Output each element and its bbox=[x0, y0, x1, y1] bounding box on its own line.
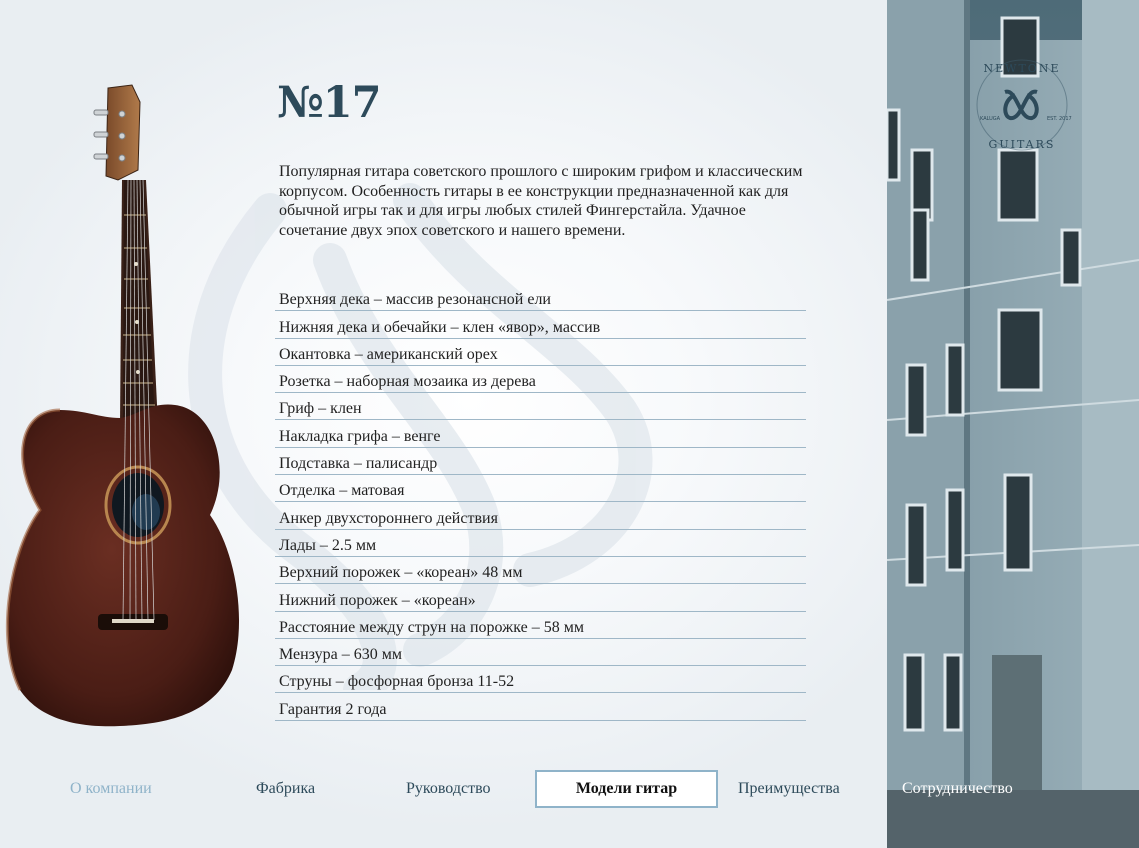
spec-list bbox=[275, 284, 806, 721]
logo-est: EST. 2017 bbox=[1047, 116, 1072, 122]
nav-item-factory[interactable]: Фабрика bbox=[256, 780, 316, 797]
nav-item-management[interactable]: Руководство bbox=[406, 780, 491, 797]
spec-item: Лады – 2.5 мм bbox=[275, 530, 806, 557]
spec-item: Отделка – матовая bbox=[275, 475, 806, 502]
spec-item: Верхняя дека – массив резонансной ели bbox=[275, 284, 806, 311]
spec-item: Окантовка – американский орех bbox=[275, 339, 806, 366]
nav-item-models[interactable]: Модели гитар bbox=[535, 770, 718, 808]
spec-item: Струны – фосфорная бронза 11-52 bbox=[275, 666, 806, 693]
logo-brand-top: NEWTONE bbox=[983, 62, 1061, 75]
factory-building-photo bbox=[887, 0, 1139, 848]
spec-item: Анкер двухстороннего действия bbox=[275, 502, 806, 529]
logo-city: KALUGA bbox=[980, 116, 1001, 122]
spec-item: Верхний порожек – «кореан» 48 мм bbox=[275, 557, 806, 584]
spec-item: Нижняя дека и обечайки – клен «явор», массив bbox=[275, 311, 806, 338]
spec-item: Расстояние между струн на порожке – 58 мм bbox=[275, 612, 806, 639]
spec-item: Нижний порожек – «кореан» bbox=[275, 584, 806, 611]
spec-item: Подставка – палисандр bbox=[275, 448, 806, 475]
model-description: Популярная гитара советского прошлого с широким грифом и классическим корпусом. Особенность гитары в ее конструкции предназначенной как для обычной игры так и для игры любых стилей Фингерстайла. Удачное сочетание двух эпох советского и нашего времени. bbox=[279, 163, 803, 240]
spec-item: Розетка – наборная мозаика из дерева bbox=[275, 366, 806, 393]
nav-item-about[interactable]: О компании bbox=[70, 780, 152, 797]
guitar-image bbox=[0, 80, 245, 730]
page-title: №17 bbox=[277, 78, 381, 128]
logo-brand-bottom: GUITARS bbox=[988, 138, 1056, 151]
spec-item: Накладка грифа – венге bbox=[275, 420, 806, 447]
nav-item-cooperation[interactable]: Сотрудничество bbox=[902, 780, 1013, 797]
nav-item-advantages[interactable]: Преимущества bbox=[738, 780, 840, 797]
spec-item: Гарантия 2 года bbox=[275, 693, 806, 720]
spec-item: Гриф – клен bbox=[275, 393, 806, 420]
main-nav bbox=[0, 770, 1139, 810]
spec-item: Мензура – 630 мм bbox=[275, 639, 806, 666]
